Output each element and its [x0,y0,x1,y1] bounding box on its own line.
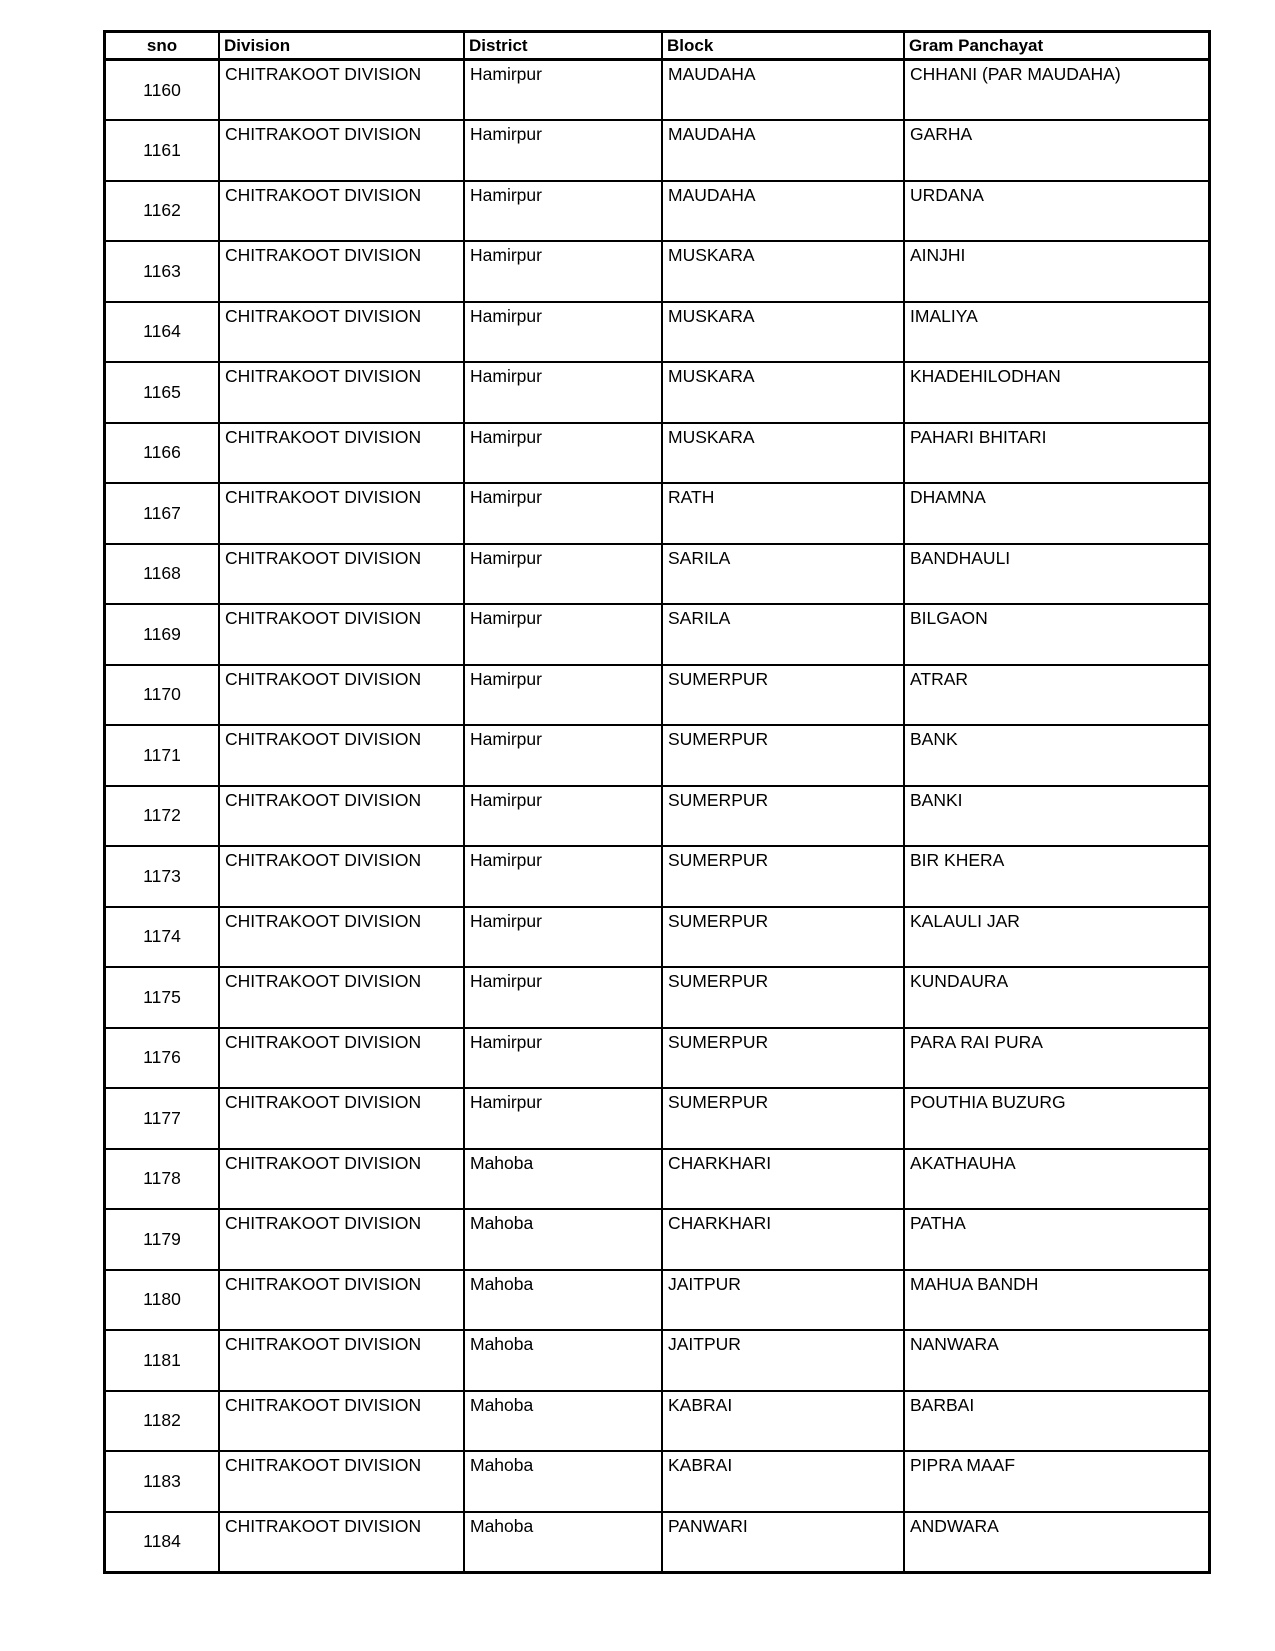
cell-district: Hamirpur [464,725,662,786]
cell-division: CHITRAKOOT DIVISION [219,907,464,968]
column-header-sno: sno [105,32,220,60]
cell-block: MUSKARA [662,241,904,302]
cell-sno: 1182 [105,1391,220,1452]
column-header-division: Division [219,32,464,60]
cell-division: CHITRAKOOT DIVISION [219,846,464,907]
table-row [105,302,1210,363]
cell-sno: 1181 [105,1330,220,1391]
cell-block: SARILA [662,544,904,605]
cell-block: MAUDAHA [662,181,904,242]
table-row [105,362,1210,423]
cell-block: SUMERPUR [662,907,904,968]
cell-sno: 1163 [105,241,220,302]
table-row [105,1088,1210,1149]
cell-sno: 1184 [105,1512,220,1573]
cell-division: CHITRAKOOT DIVISION [219,302,464,363]
table-row [105,846,1210,907]
cell-block: KABRAI [662,1391,904,1452]
table-row [105,1209,1210,1270]
cell-sno: 1175 [105,967,220,1028]
cell-block: SARILA [662,604,904,665]
cell-district: Mahoba [464,1209,662,1270]
cell-block: MAUDAHA [662,120,904,181]
cell-block: SUMERPUR [662,786,904,847]
cell-block: PANWARI [662,1512,904,1573]
cell-gram_panchayat: BILGAON [904,604,1210,665]
cell-district: Mahoba [464,1270,662,1331]
cell-block: CHARKHARI [662,1209,904,1270]
table-row [105,120,1210,181]
cell-gram_panchayat: KALAULI JAR [904,907,1210,968]
table-row [105,241,1210,302]
table-row [105,967,1210,1028]
cell-district: Hamirpur [464,60,662,121]
cell-district: Hamirpur [464,786,662,847]
cell-district: Hamirpur [464,544,662,605]
cell-gram_panchayat: ANDWARA [904,1512,1210,1573]
cell-block: MUSKARA [662,302,904,363]
cell-gram_panchayat: PARA RAI PURA [904,1028,1210,1089]
table-row [105,1391,1210,1452]
table-row [105,181,1210,242]
cell-division: CHITRAKOOT DIVISION [219,786,464,847]
cell-sno: 1174 [105,907,220,968]
cell-sno: 1162 [105,181,220,242]
cell-block: JAITPUR [662,1330,904,1391]
cell-district: Hamirpur [464,665,662,726]
cell-gram_panchayat: BANDHAULI [904,544,1210,605]
cell-sno: 1171 [105,725,220,786]
cell-division: CHITRAKOOT DIVISION [219,1330,464,1391]
cell-sno: 1166 [105,423,220,484]
cell-division: CHITRAKOOT DIVISION [219,60,464,121]
cell-district: Hamirpur [464,1088,662,1149]
cell-sno: 1177 [105,1088,220,1149]
table-row [105,1270,1210,1331]
cell-division: CHITRAKOOT DIVISION [219,967,464,1028]
cell-division: CHITRAKOOT DIVISION [219,362,464,423]
cell-division: CHITRAKOOT DIVISION [219,120,464,181]
cell-division: CHITRAKOOT DIVISION [219,665,464,726]
cell-division: CHITRAKOOT DIVISION [219,1270,464,1331]
cell-district: Hamirpur [464,302,662,363]
cell-division: CHITRAKOOT DIVISION [219,1209,464,1270]
cell-division: CHITRAKOOT DIVISION [219,604,464,665]
cell-sno: 1176 [105,1028,220,1089]
cell-block: SUMERPUR [662,846,904,907]
cell-sno: 1167 [105,483,220,544]
cell-sno: 1164 [105,302,220,363]
cell-sno: 1183 [105,1451,220,1512]
cell-district: Hamirpur [464,483,662,544]
cell-district: Hamirpur [464,846,662,907]
cell-division: CHITRAKOOT DIVISION [219,1088,464,1149]
cell-district: Hamirpur [464,423,662,484]
table-row [105,1330,1210,1391]
cell-block: JAITPUR [662,1270,904,1331]
table-row [105,1149,1210,1210]
cell-gram_panchayat: PAHARI BHITARI [904,423,1210,484]
cell-gram_panchayat: AKATHAUHA [904,1149,1210,1210]
table-row [105,423,1210,484]
cell-sno: 1179 [105,1209,220,1270]
cell-district: Mahoba [464,1391,662,1452]
cell-division: CHITRAKOOT DIVISION [219,1451,464,1512]
cell-gram_panchayat: AINJHI [904,241,1210,302]
cell-division: CHITRAKOOT DIVISION [219,241,464,302]
cell-gram_panchayat: URDANA [904,181,1210,242]
table-row [105,544,1210,605]
table-row [105,665,1210,726]
table-row [105,725,1210,786]
cell-gram_panchayat: PIPRA MAAF [904,1451,1210,1512]
cell-district: Hamirpur [464,907,662,968]
cell-sno: 1169 [105,604,220,665]
cell-district: Hamirpur [464,967,662,1028]
cell-division: CHITRAKOOT DIVISION [219,1391,464,1452]
cell-sno: 1160 [105,60,220,121]
cell-gram_panchayat: DHAMNA [904,483,1210,544]
cell-division: CHITRAKOOT DIVISION [219,423,464,484]
cell-division: CHITRAKOOT DIVISION [219,725,464,786]
cell-gram_panchayat: BANK [904,725,1210,786]
cell-district: Hamirpur [464,241,662,302]
cell-block: KABRAI [662,1451,904,1512]
table-row [105,483,1210,544]
cell-gram_panchayat: BIR KHERA [904,846,1210,907]
cell-gram_panchayat: ATRAR [904,665,1210,726]
table-row [105,60,1210,121]
cell-district: Mahoba [464,1149,662,1210]
table-row [105,1028,1210,1089]
cell-block: RATH [662,483,904,544]
cell-division: CHITRAKOOT DIVISION [219,1028,464,1089]
cell-gram_panchayat: POUTHIA BUZURG [904,1088,1210,1149]
cell-gram_panchayat: GARHA [904,120,1210,181]
cell-sno: 1173 [105,846,220,907]
cell-district: Mahoba [464,1512,662,1573]
table-header [105,32,1210,60]
cell-sno: 1161 [105,120,220,181]
cell-gram_panchayat: IMALIYA [904,302,1210,363]
cell-block: MAUDAHA [662,60,904,121]
cell-district: Hamirpur [464,1028,662,1089]
cell-gram_panchayat: CHHANI (PAR MAUDAHA) [904,60,1210,121]
cell-sno: 1180 [105,1270,220,1331]
cell-district: Hamirpur [464,604,662,665]
cell-gram_panchayat: MAHUA BANDH [904,1270,1210,1331]
table-row [105,907,1210,968]
cell-block: MUSKARA [662,423,904,484]
table-body [105,60,1210,1573]
cell-sno: 1172 [105,786,220,847]
table-row [105,1451,1210,1512]
cell-division: CHITRAKOOT DIVISION [219,544,464,605]
cell-district: Mahoba [464,1330,662,1391]
cell-sno: 1170 [105,665,220,726]
cell-sno: 1168 [105,544,220,605]
panchayat-table [103,30,1211,1574]
cell-gram_panchayat: BARBAI [904,1391,1210,1452]
column-header-district: District [464,32,662,60]
cell-block: SUMERPUR [662,967,904,1028]
cell-gram_panchayat: KHADEHILODHAN [904,362,1210,423]
column-header-gram_panchayat: Gram Panchayat [904,32,1210,60]
cell-district: Hamirpur [464,181,662,242]
table-row [105,604,1210,665]
cell-block: CHARKHARI [662,1149,904,1210]
cell-block: SUMERPUR [662,665,904,726]
cell-sno: 1165 [105,362,220,423]
cell-division: CHITRAKOOT DIVISION [219,1149,464,1210]
cell-district: Hamirpur [464,362,662,423]
cell-district: Mahoba [464,1451,662,1512]
header-row [105,32,1210,60]
cell-division: CHITRAKOOT DIVISION [219,483,464,544]
cell-block: SUMERPUR [662,1088,904,1149]
cell-block: SUMERPUR [662,1028,904,1089]
cell-sno: 1178 [105,1149,220,1210]
cell-gram_panchayat: NANWARA [904,1330,1210,1391]
cell-block: MUSKARA [662,362,904,423]
cell-gram_panchayat: BANKI [904,786,1210,847]
cell-division: CHITRAKOOT DIVISION [219,1512,464,1573]
table-row [105,1512,1210,1573]
cell-gram_panchayat: PATHA [904,1209,1210,1270]
column-header-block: Block [662,32,904,60]
cell-block: SUMERPUR [662,725,904,786]
cell-division: CHITRAKOOT DIVISION [219,181,464,242]
cell-gram_panchayat: KUNDAURA [904,967,1210,1028]
table-row [105,786,1210,847]
cell-district: Hamirpur [464,120,662,181]
